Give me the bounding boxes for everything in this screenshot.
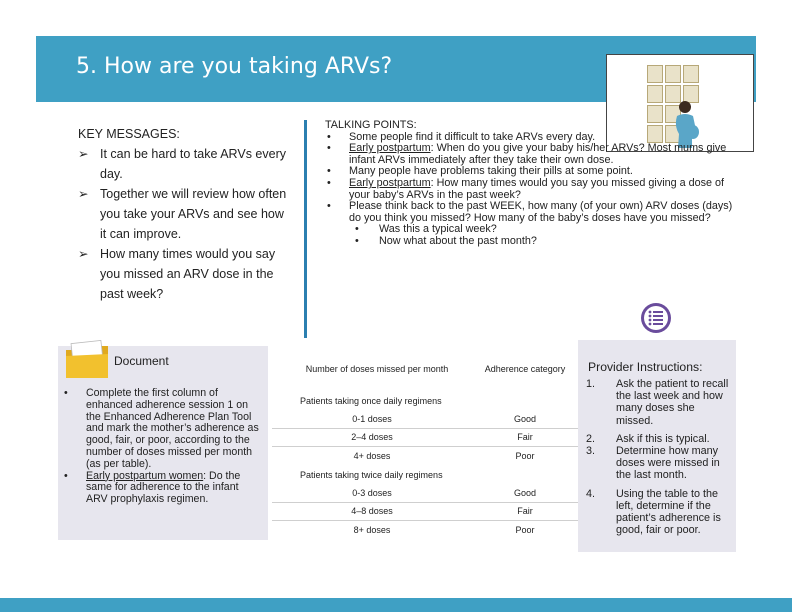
provider-list xyxy=(586,378,734,542)
talking-points xyxy=(325,120,733,248)
bullet-icon: • xyxy=(327,176,331,189)
section-divider xyxy=(304,120,307,338)
provider-title: Provider Instructions: xyxy=(588,360,703,374)
key-message-item xyxy=(78,184,290,244)
bullet-icon: • xyxy=(327,130,331,143)
item-text: Ask the patient to recall the last week and how many doses she missed. xyxy=(616,378,729,427)
category-cell: Fair xyxy=(517,432,533,442)
col-header-doses: Number of doses missed per month xyxy=(305,364,449,374)
bullet-icon: • xyxy=(355,223,359,236)
bullet-icon: • xyxy=(355,234,359,247)
document-title: Document xyxy=(114,354,169,368)
document-instructions xyxy=(64,388,260,506)
talking-point-text: : How many times would you say you missed giving a dose of your baby’s ARVs in the past week? xyxy=(349,176,725,201)
item-text: Ask if this is typical. xyxy=(616,432,710,445)
table-row xyxy=(272,525,578,539)
provider-item xyxy=(586,378,734,427)
group-label: Patients taking once daily regimens xyxy=(300,396,442,406)
early-postpartum-label: Early postpartum xyxy=(349,176,431,189)
bullet-icon: • xyxy=(64,387,68,399)
talking-points-title: TALKING POINTS: xyxy=(325,119,417,131)
group-label: Patients taking twice daily regimens xyxy=(300,470,443,480)
table-group-row xyxy=(272,396,578,412)
talking-point xyxy=(325,201,733,224)
checklist-icon xyxy=(640,302,672,334)
category-cell: Poor xyxy=(515,451,535,461)
doses-cell: 4+ doses xyxy=(353,451,391,461)
talking-point-text: Many people have problems taking their pills at some point. xyxy=(349,165,633,178)
arrow-bullet-icon: ➢ xyxy=(78,247,89,261)
adherence-table xyxy=(272,352,578,545)
document-panel xyxy=(58,346,268,540)
col-header-category: Adherence category xyxy=(484,364,566,374)
table-row xyxy=(272,506,578,521)
bullet-icon: • xyxy=(327,200,331,213)
doses-cell: 0-1 doses xyxy=(352,414,392,424)
talking-point-text: Some people find it difficult to take ARVs every day. xyxy=(349,130,596,143)
table-row xyxy=(272,432,578,447)
item-text: Using the table to the left, determine if the patient’s adherence is good, fair or poor. xyxy=(616,487,721,537)
key-message-text: Together we will review how often you take your ARVs and see how it can improve. xyxy=(100,187,287,241)
talking-point xyxy=(325,143,733,166)
category-cell: Fair xyxy=(517,506,533,516)
talking-subpoint-text: Was this a typical week? xyxy=(379,223,497,236)
document-item-text: : Do the same for adherence to the infant ARV prophylaxis regimen. xyxy=(86,469,241,506)
item-number: 4. xyxy=(586,487,596,500)
table-row xyxy=(272,488,578,503)
item-number: 2. xyxy=(586,432,596,445)
category-cell: Good xyxy=(513,488,537,498)
document-item xyxy=(64,471,260,506)
talking-subpoint-text: Now what about the past month? xyxy=(379,234,537,247)
key-message-item xyxy=(78,144,290,184)
document-item-text: Complete the first column of enhanced adherence session 1 on the Enhanced Adherence Plan Tool and mark the mother’s adherence as good, fair, or poor, according to the number of doses missed per month (as per table). xyxy=(86,387,259,470)
doses-cell: 4–8 doses xyxy=(351,506,393,516)
page-title: 5. How are you taking ARVs? xyxy=(76,54,393,79)
doses-cell: 0-3 doses xyxy=(352,488,392,498)
bullet-icon: • xyxy=(64,469,68,482)
provider-item xyxy=(586,445,734,482)
key-messages xyxy=(78,124,290,304)
arrow-bullet-icon: ➢ xyxy=(78,187,89,201)
talking-point-text: Please think back to the past WEEK, how many (of your own) ARV doses (days) do you think you missed? How many of the baby’s doses have you missed? xyxy=(349,200,733,224)
doses-cell: 8+ doses xyxy=(353,525,391,535)
talking-point-text: : When do you give your baby his/her ARVs? Most mums give infant ARVs immediately after they take their own dose. xyxy=(349,142,727,166)
item-text: Determine how many doses were missed in the last month. xyxy=(616,445,720,482)
key-messages-title: KEY MESSAGES: xyxy=(78,127,180,141)
key-message-text: It can be hard to take ARVs every day. xyxy=(100,147,286,181)
item-number: 1. xyxy=(586,378,596,390)
provider-instructions-panel xyxy=(578,340,736,552)
arrow-bullet-icon: ➢ xyxy=(78,147,89,161)
key-message-text: How many times would you say you missed an ARV dose in the past week? xyxy=(100,247,276,301)
folder-icon xyxy=(64,340,110,380)
bullet-icon: • xyxy=(327,165,331,178)
talking-point xyxy=(325,178,733,201)
category-cell: Poor xyxy=(515,525,535,535)
table-row xyxy=(272,414,578,429)
early-postpartum-women-label: Early postpartum women xyxy=(86,469,204,482)
early-postpartum-label: Early postpartum xyxy=(349,142,431,155)
category-cell: Good xyxy=(513,414,537,424)
footer-bar xyxy=(0,598,792,612)
doses-cell: 2–4 doses xyxy=(351,432,393,442)
table-row xyxy=(272,451,578,465)
document-item xyxy=(64,388,260,471)
talking-subpoint xyxy=(325,236,733,248)
item-number: 3. xyxy=(586,445,596,458)
bullet-icon: • xyxy=(327,142,331,155)
table-group-row xyxy=(272,470,578,486)
provider-item xyxy=(586,433,734,445)
key-message-item xyxy=(78,244,290,304)
provider-item xyxy=(586,488,734,537)
